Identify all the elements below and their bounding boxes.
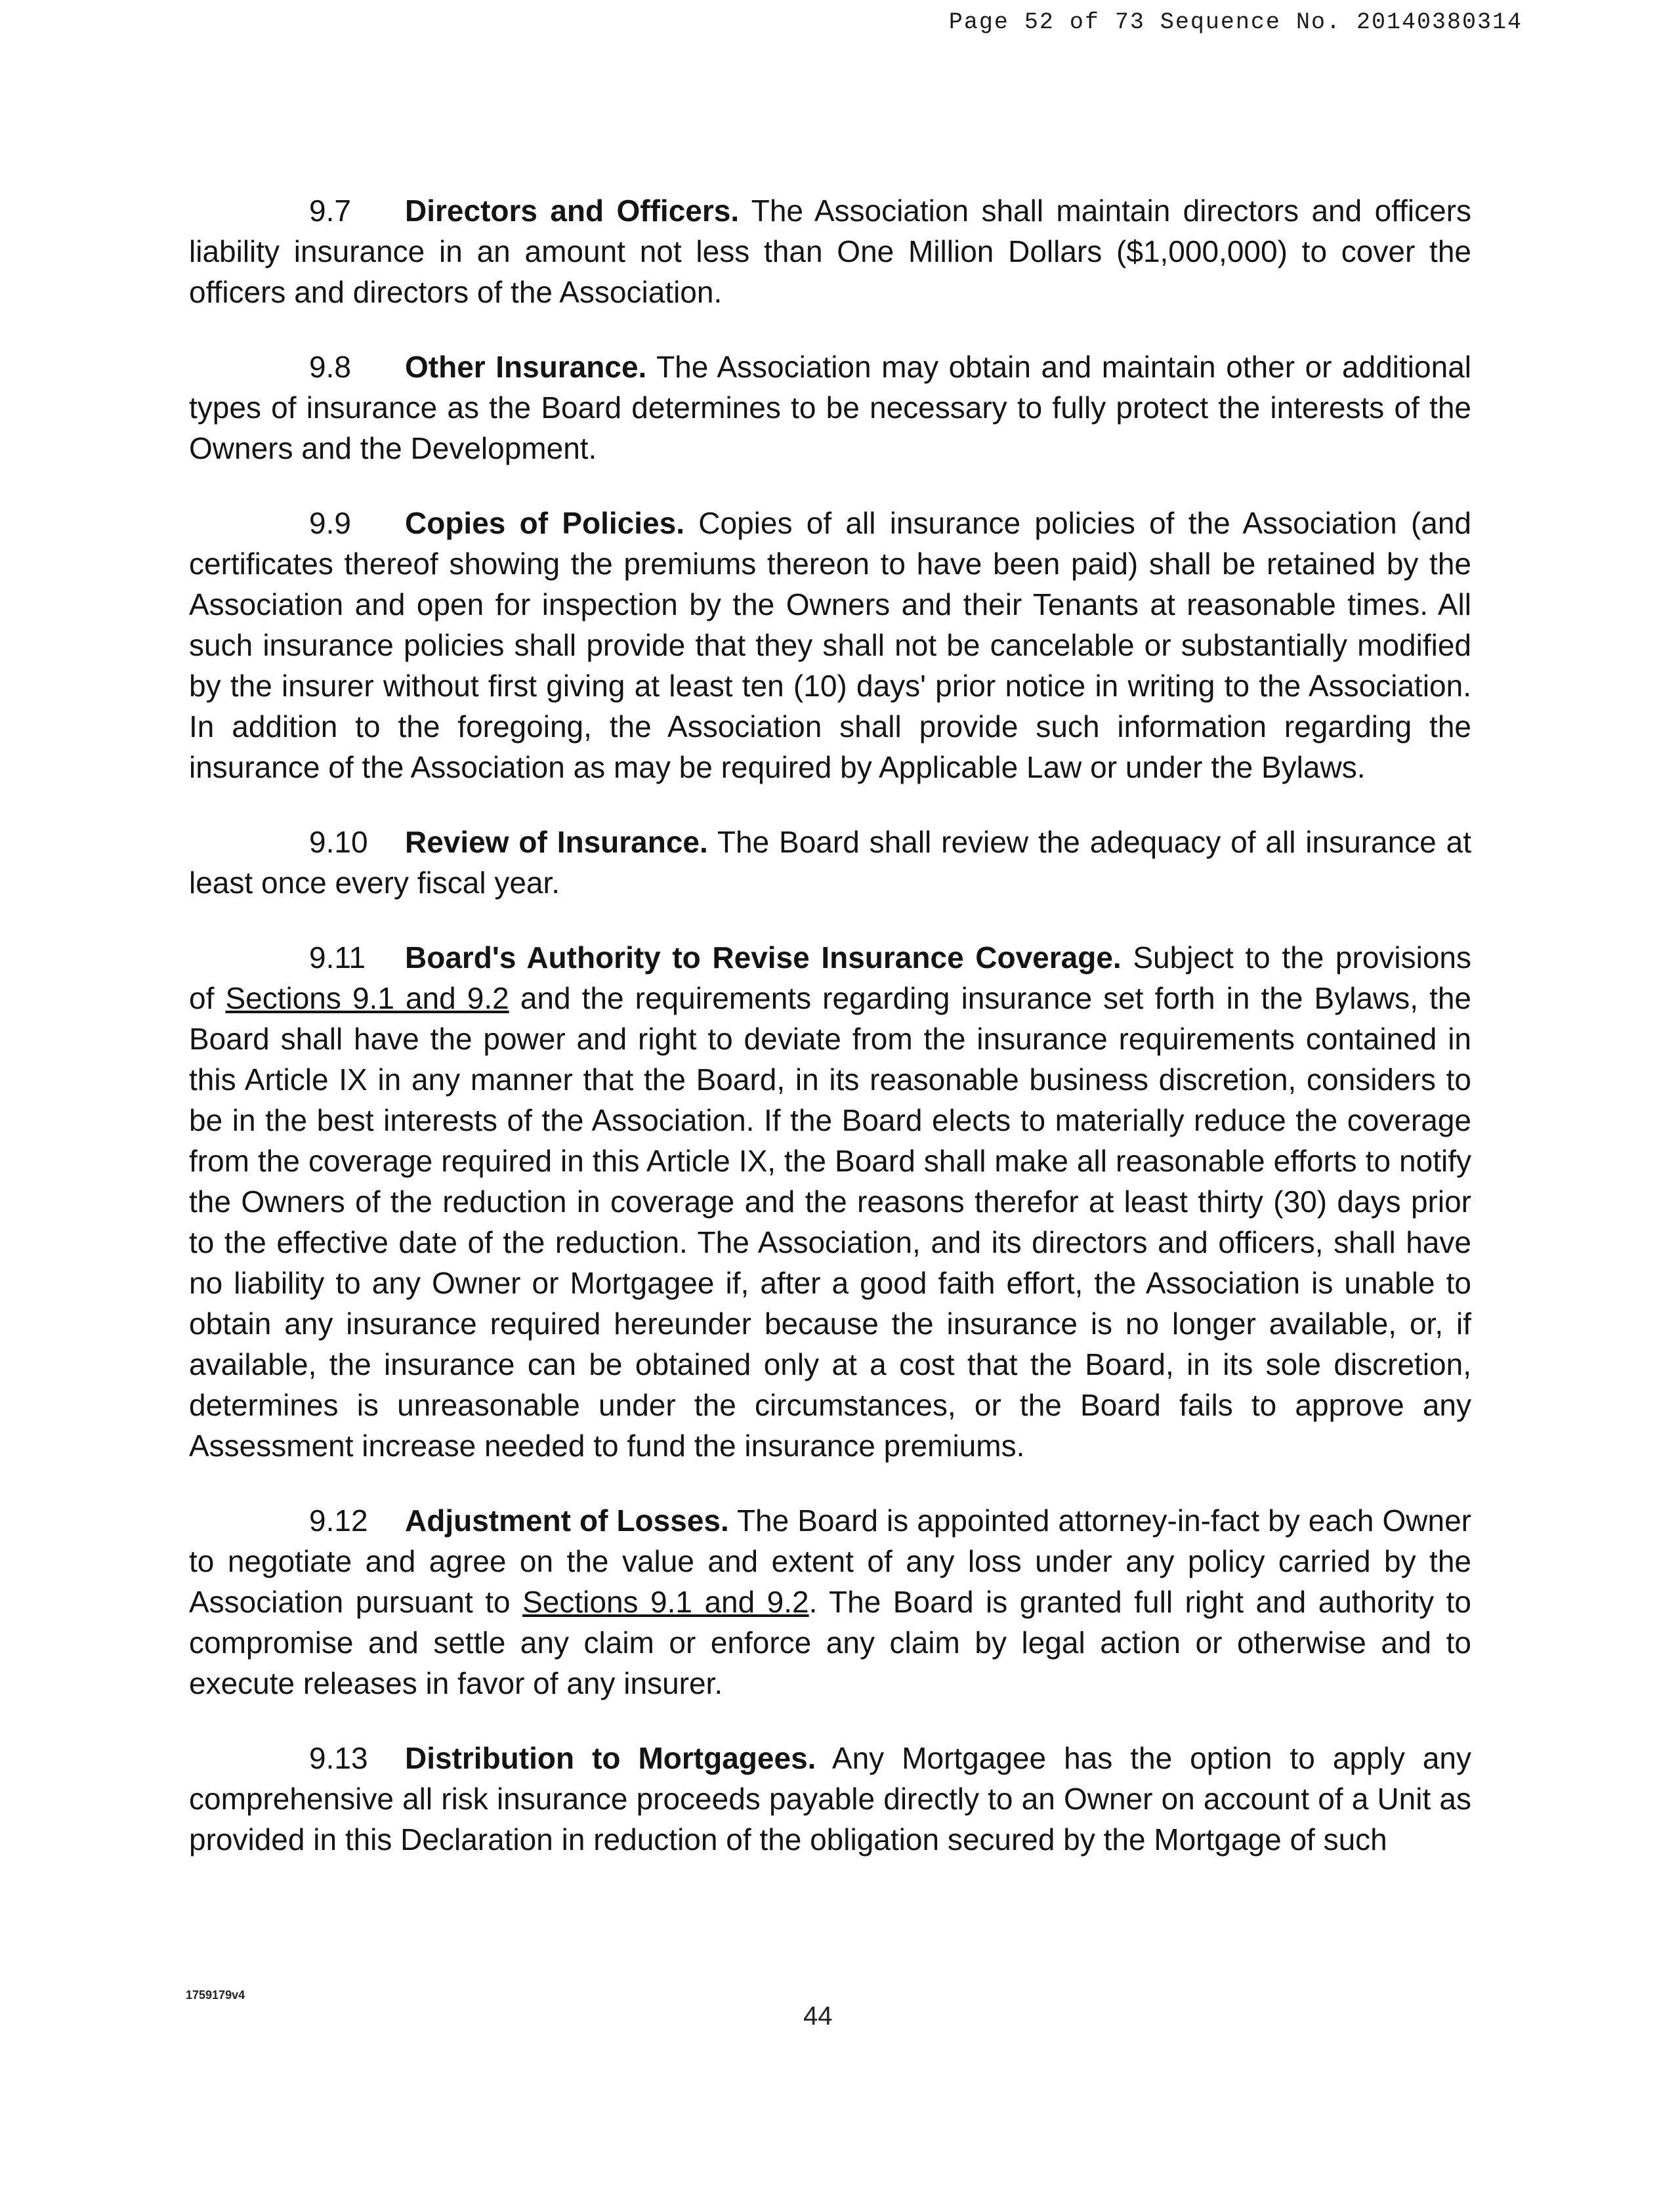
section-heading: Other Insurance. [405, 350, 647, 384]
section-9-9 [189, 503, 1471, 788]
page-number: 44 [803, 2002, 833, 2030]
document-id: 1759179v4 [186, 1988, 245, 2002]
section-text: Copies of all insurance policies of the Association (and certificates thereof showing the premiums thereon to have been paid) shall be retained by the Association and open for inspection by the Owners and their Tenants at reasonable times. All such insurance policies shall provide that they shall not be cancelable or substantially modified by the insurer without first giving at least ten (10) days' prior notice in writing to the Association. In addition to the foregoing, the Association shall provide such information regarding the insurance of the Association as may be required by Applicable Law or under the Bylaws. [189, 506, 1472, 784]
section-number: 9.9 [309, 506, 351, 540]
section-number: 9.13 [309, 1741, 368, 1775]
section-text: The Board shall review the adequacy of all insurance at least once every fiscal year. [189, 825, 1472, 900]
section-reference: Sections 9.1 and 9.2 [225, 981, 509, 1015]
section-heading: Adjustment of Losses. [405, 1503, 729, 1538]
section-number: 9.10 [309, 825, 368, 859]
section-9-10 [189, 822, 1471, 903]
section-number: 9.8 [309, 350, 351, 384]
section-heading: Board's Authority to Revise Insurance Coverage. [405, 940, 1122, 975]
section-9-13 [189, 1738, 1471, 1860]
section-9-7 [189, 190, 1471, 312]
section-text: . The Board is granted full right and authority to compromise and settle any claim or enforce any claim by legal action or otherwise and to execute releases in favor of any insurer. [189, 1585, 1472, 1700]
section-text: The Association shall maintain directors and officers liability insurance in an amount not less than One Million Dollars ($1,000,000) to cover the officers and directors of the Association. [189, 194, 1472, 309]
section-heading: Copies of Policies. [405, 506, 684, 540]
section-9-8 [189, 346, 1471, 469]
section-9-12 [189, 1500, 1471, 1704]
section-text: Subject to the provisions of [189, 940, 1472, 1015]
document-body [189, 190, 1471, 1894]
section-text: The Board is appointed attorney-in-fact by each Owner to negotiate and agree on the value and extent of any loss under any policy carried by the Association pursuant to [189, 1503, 1471, 1619]
section-number: 9.11 [309, 940, 366, 975]
section-heading: Directors and Officers. [405, 194, 740, 228]
section-text: Any Mortgagee has the option to apply any comprehensive all risk insurance proceeds payable directly to an Owner on account of a Unit as provided in this Declaration in reduction of the obligation secured by the Mortgage of such [189, 1741, 1471, 1857]
page-header: Page 52 of 73 Sequence No. 20140380314 [948, 9, 1522, 35]
section-9-11 [189, 937, 1471, 1466]
section-number: 9.7 [309, 194, 351, 228]
section-text: The Association may obtain and maintain other or additional types of insurance as the Board determines to be necessary to fully protect the interests of the Owners and the Development. [189, 350, 1471, 465]
section-reference: Sections 9.1 and 9.2 [522, 1585, 809, 1619]
section-number: 9.12 [309, 1503, 368, 1538]
section-text: and the requirements regarding insurance set forth in the Bylaws, the Board shall have the power and right to deviate from the insurance requirements contained in this Article IX in any manner that the Board, in its reasonable business discretion, considers to be in the best interests of the Association. If the Board elects to materially reduce the coverage from the coverage required in this Article IX, the Board shall make all reasonable efforts to notify the Owners of the reduction in coverage and the reasons therefor at least thirty (30) days prior to the effective date of the reduction. The Association, and its directors and officers, shall have no liability to any Owner or Mortgagee if, after a good faith effort, the Association is unable to obtain any insurance required hereunder because the insurance is no longer available, or, if available, the insurance can be obtained only at a cost that the Board, in its sole discretion, determines is unreasonable under the circumstances, or the Board fails to approve any Assessment increase needed to fund the insurance premiums. [189, 981, 1472, 1463]
section-heading: Distribution to Mortgagees. [405, 1741, 816, 1775]
section-heading: Review of Insurance. [405, 825, 708, 859]
